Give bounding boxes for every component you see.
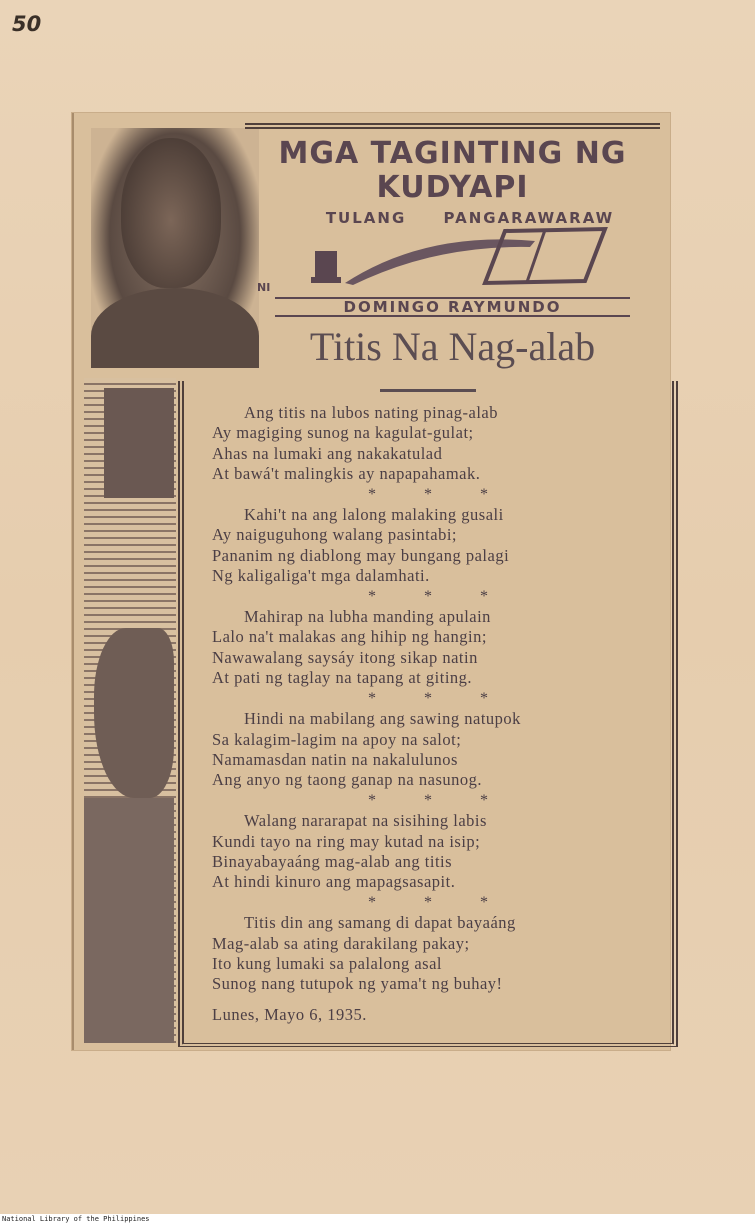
- poem-line: Sunog nang tutupok ng yama't ng buhay!: [212, 974, 503, 994]
- poem-line: Mag-alab sa ating darakilang pakay;: [212, 933, 470, 953]
- poem-frame: [178, 381, 678, 1047]
- newspaper-clipping: [72, 113, 670, 1050]
- poem-line: Ay magiging sunog na kagulat-gulat;: [212, 423, 474, 443]
- poem-line: Binayabayaáng mag-alab ang titis: [212, 851, 453, 871]
- illustration-block-top: [104, 388, 174, 498]
- author-byline: DOMINGO RAYMUNDO: [275, 297, 630, 317]
- stanza-separator: * * *: [368, 485, 510, 503]
- poem-line: Lalo na't malakas ang hihip ng hangin;: [212, 627, 487, 647]
- stanza-4: [212, 709, 652, 791]
- poem-line: Ng kaligaliga't mga dalamhati.: [212, 566, 430, 586]
- stanza-6: [212, 913, 652, 995]
- stanza-5: [212, 811, 652, 893]
- poem-line: Walang nararapat na sisihing labis: [244, 811, 487, 831]
- poem-line: Sa kalagim-lagim na apoy na salot;: [212, 729, 462, 749]
- poem-line: Ay naiguguhong walang pasintabi;: [212, 525, 457, 545]
- poem-line: Ito kung lumaki sa palalong asal: [212, 953, 442, 973]
- decorative-side-illustration: [84, 378, 176, 1043]
- stanza-separator: * * *: [368, 893, 510, 911]
- poem-line: Ang anyo ng taong ganap na nasunog.: [212, 770, 482, 790]
- stanza-separator: * * *: [368, 791, 510, 809]
- stanza-separator: * * *: [368, 587, 510, 605]
- page-number: 50: [12, 12, 42, 36]
- poem-line: Ahas na lumaki ang nakakatulad: [212, 443, 443, 463]
- poem-line: At hindi kinuro ang mapagsasapit.: [212, 872, 456, 892]
- stanza-separator: * * *: [368, 689, 510, 707]
- poem-title: Titis Na Nag-alab: [309, 324, 596, 369]
- footer-credit: National Library of the Philippines: [0, 1214, 755, 1224]
- stanza-3: [212, 607, 652, 689]
- poem-line: Titis din ang samang di dapat bayaáng: [244, 913, 516, 933]
- illustration-block-bottom: [84, 798, 174, 1043]
- poem-date: Lunes, Mayo 6, 1935.: [212, 1004, 367, 1024]
- portrait-head: [121, 138, 221, 288]
- poem-line: Kundi tayo na ring may kutad na isip;: [212, 831, 481, 851]
- quill-and-book-icon: [305, 221, 625, 291]
- stanza-1: [212, 403, 652, 485]
- poem-line: Kahi't na ang lalong malaking gusali: [244, 505, 504, 525]
- series-subtitle: TULANG PANGARAWARAW: [325, 209, 615, 227]
- poem-line: At bawá't malingkis ay napapahamak.: [212, 464, 481, 484]
- series-title: MGA TAGINTING NG KUDYAPI: [278, 136, 627, 205]
- author-portrait: [91, 128, 259, 368]
- portrait-shoulders: [91, 288, 259, 368]
- illustration-block-middle: [94, 628, 174, 798]
- stanza-2: [212, 505, 652, 587]
- poem-line: Mahirap na lubha manding apulain: [244, 607, 491, 627]
- column-header: [245, 123, 660, 319]
- poem-line: Namamasdan natin na nakalulunos: [212, 749, 458, 769]
- poem-body: [212, 403, 652, 1025]
- poem-line: At pati ng taglay na tapang at giting.: [212, 668, 473, 688]
- poem-line: Nawawalang saysáy itong sikap natin: [212, 647, 478, 667]
- byline-prefix: NI: [257, 281, 271, 294]
- poem-line: Ang titis na lubos nating pinag-alab: [244, 403, 499, 422]
- poem-line: Hindi na mabilang ang sawing natupok: [244, 709, 521, 729]
- poem-line: Pananim ng diablong may bungang palagi: [212, 545, 510, 565]
